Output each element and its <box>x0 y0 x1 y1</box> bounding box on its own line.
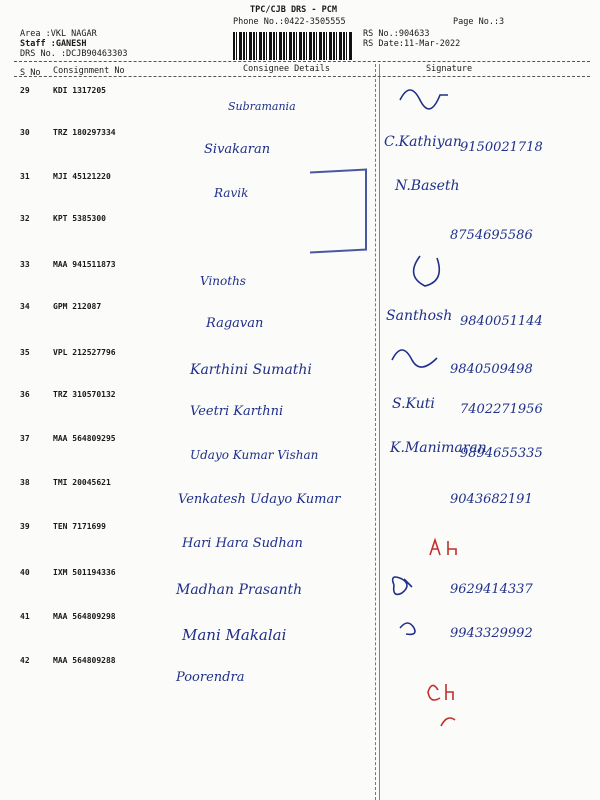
serial-number: 42 <box>20 656 30 665</box>
rs-date: RS Date:11-Mar-2022 <box>363 39 461 49</box>
receiver-phone: 9894655335 <box>460 446 543 461</box>
consignment-number: KPT 5385300 <box>53 214 106 223</box>
rs-number: RS No.:904633 <box>363 29 430 39</box>
receiver-signature: C.Kathiyan <box>384 134 462 150</box>
consignment-number: IXM 501194336 <box>53 568 116 577</box>
serial-number: 39 <box>20 522 30 531</box>
drs-number: DRS No. :DCJB90463303 <box>20 49 128 59</box>
col-consignment: Consignment No <box>53 66 125 76</box>
area-label: Area :VKL NAGAR <box>20 29 97 39</box>
consignee-name: Madhan Prasanth <box>176 582 303 598</box>
signature-scribble <box>393 577 412 594</box>
receiver-phone: 7402271956 <box>460 402 543 417</box>
staff-label: Staff :GANESH <box>20 39 87 49</box>
red-tick-mark <box>441 718 455 726</box>
serial-number: 40 <box>20 568 30 577</box>
signature-scribble <box>400 90 448 109</box>
signature-scribble <box>414 256 440 286</box>
consignment-number: KDI 1317205 <box>53 86 106 95</box>
consignee-name: Mani Makalai <box>182 626 287 644</box>
serial-number: 36 <box>20 390 30 399</box>
consignment-number: VPL 212527796 <box>53 348 116 357</box>
receiver-phone: 9840509498 <box>450 362 533 377</box>
serial-number: 30 <box>20 128 30 137</box>
receiver-signature: K.Manimaran <box>390 440 487 456</box>
consignee-name: Subramania <box>228 100 296 113</box>
receiver-signature: S.Kuti <box>392 396 435 412</box>
consignee-name: Sivakaran <box>204 142 271 157</box>
consignment-number: TMI 20045621 <box>53 478 111 487</box>
receiver-phone: 9840051144 <box>460 314 543 329</box>
serial-number: 33 <box>20 260 30 269</box>
consignment-number: MAA 564809295 <box>53 434 116 443</box>
red-initials-mark <box>428 684 453 700</box>
consignee-name: Hari Hara Sudhan <box>182 536 303 551</box>
receiver-phone: 9043682191 <box>450 492 533 507</box>
consignee-name: Veetri Karthni <box>190 404 284 419</box>
receiver-phone: 8754695586 <box>450 228 533 243</box>
consignee-name: Poorendra <box>176 670 245 685</box>
col-sno: S No <box>20 68 41 78</box>
consignee-name: Vinoths <box>200 274 246 288</box>
serial-number: 29 <box>20 86 30 95</box>
consignment-number: MAA 564809298 <box>53 612 116 621</box>
receiver-signature: N.Baseth <box>395 178 460 194</box>
consignee-name: Venkatesh Udayo Kumar <box>178 492 341 507</box>
red-initials-mark <box>430 540 456 555</box>
consignee-name: Ragavan <box>206 316 264 331</box>
serial-number: 37 <box>20 434 30 443</box>
page-number: Page No.:3 <box>453 17 505 27</box>
receiver-signature: Santhosh <box>386 308 453 324</box>
serial-number: 34 <box>20 302 30 311</box>
doc-title: TPC/CJB DRS - PCM <box>250 5 337 15</box>
receiver-phone: 9150021718 <box>460 140 543 155</box>
consignment-number: MJI 45121220 <box>53 172 111 181</box>
col-consignee: Consignee Details <box>243 64 330 74</box>
consignee-name: Ravik <box>214 186 249 200</box>
serial-number: 41 <box>20 612 30 621</box>
serial-number: 35 <box>20 348 30 357</box>
consignee-name: Udayo Kumar Vishan <box>190 448 319 462</box>
consignment-number: MAA 941511873 <box>53 260 116 269</box>
consignment-number: MAA 564809288 <box>53 656 116 665</box>
consignee-name: Karthini Sumathi <box>190 362 312 378</box>
signature-scribble <box>400 623 415 634</box>
serial-number: 31 <box>20 172 30 181</box>
receiver-phone: 9943329992 <box>450 626 533 641</box>
serial-number: 32 <box>20 214 30 223</box>
consignment-number: TEN 7171699 <box>53 522 106 531</box>
phone-number: Phone No.:0422-3505555 <box>233 17 346 27</box>
col-signature: Signature <box>426 64 473 74</box>
receiver-phone: 9629414337 <box>450 582 533 597</box>
signature-scribble <box>392 350 437 367</box>
consignment-number: TRZ 180297334 <box>53 128 116 137</box>
consignment-number: GPM 212087 <box>53 302 102 311</box>
consignment-number: TRZ 310570132 <box>53 390 116 399</box>
serial-number: 38 <box>20 478 30 487</box>
